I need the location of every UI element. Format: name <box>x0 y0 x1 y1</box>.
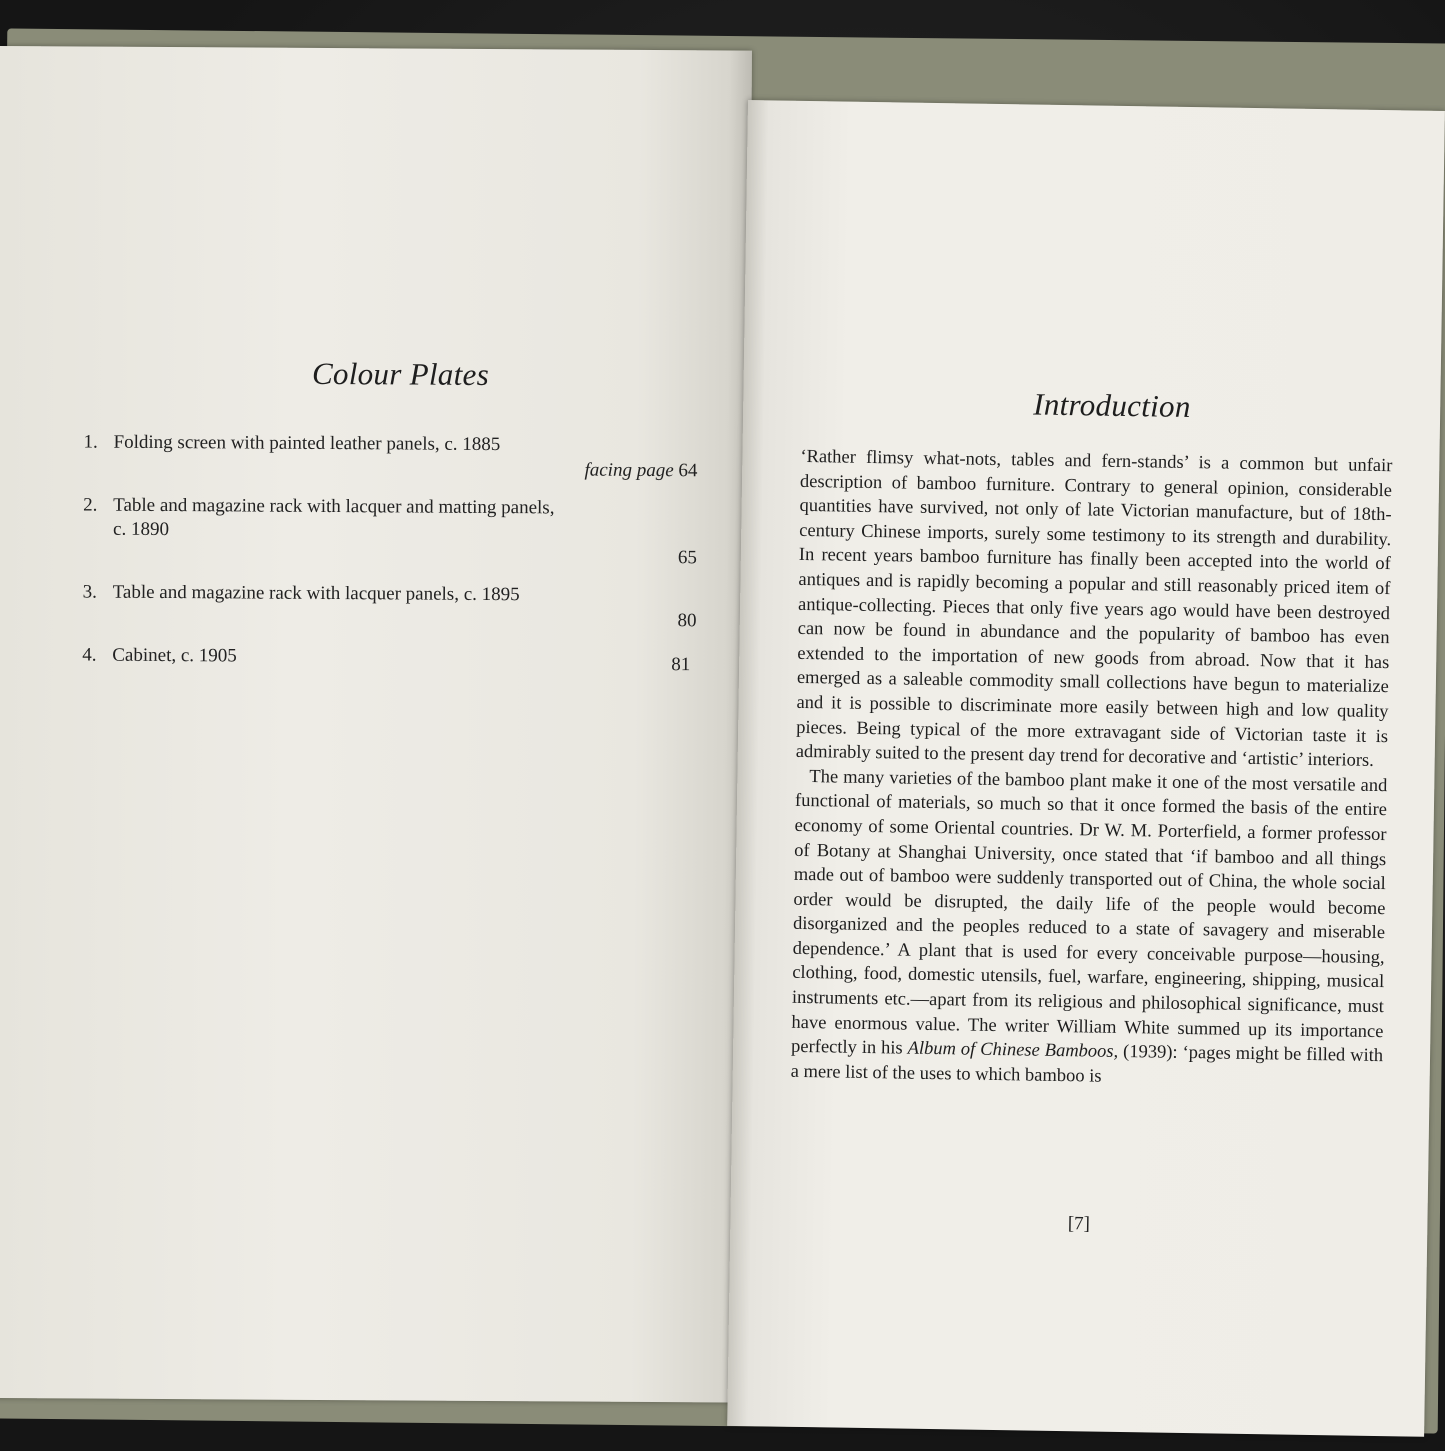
plate-title: Folding screen with painted leather panels, c. 1885 <box>113 431 501 456</box>
intro-paragraph-2-text: The many varieties of the bamboo plant make it one of the most versatile and functional of materials, so much so that it once formed the basis of the entire economy of some Oriental countries. Dr W. M. Porterfield, a former professor of Botany at Shanghai University, once stated that ‘if bamboo and all things made out of bamboo were suddenly transported out of China, the whole social order would be disrupted, the daily life of the people would become disorganized and the peoples reduced to a state of savagery and miserable dependence.’ A plant that is used for every conceivable purpose—housing, clothing, food, domestic utensils, fuel, warfare, engineering, shipping, musical instruments etc.—apart from its religious and philosophical significance, must have enormous value. The writer William White summed up its importance perfectly in his <box>790 766 1388 1059</box>
plate-title: Table and magazine rack with lacquer and matting panels, c. 1890 <box>112 494 555 541</box>
plate-number: 1. <box>83 431 98 453</box>
plate-page-number: 64 <box>678 460 698 482</box>
book-title: Album of Chinese Bamboos, <box>907 1038 1119 1063</box>
page-number: [7] <box>1067 1213 1091 1235</box>
plate-page <box>83 456 703 484</box>
plate-number: 3. <box>82 581 97 603</box>
plate-item-4 <box>82 644 702 676</box>
introduction-body <box>791 445 1393 1094</box>
intro-paragraph-1: ‘Rather flimsy what-nots, tables and fern-stands’ is a common but unfair description of bamboo furniture. Contrary to general opinion, considerable quantities have survived, not only of late Victorian manufacture, but of 18th-century Chinese imports, surely some testimony to its strength and durability. In recent years bamboo furniture has finally been accepted into the world of antiques and is rapidly becoming a popular and still reasonably priced item of antique-collecting. Pieces that only five years ago would have been destroyed can now be found in abundance and the popularity of bamboo has even extended to the importation of new goods from abroad. Now that it has emerged as a saleable commodity small collections have begun to materialize and it is possible to discriminate more easily between high and low quality pieces. Being typical of the more extravagant side of Victorian taste it is admirably suited to the present day trend for decorative and ‘artistic’ interiors. <box>795 446 1393 772</box>
plate-title: Cabinet, c. 1905 <box>112 644 237 667</box>
colour-plates-heading: Colour Plates <box>311 355 490 392</box>
colour-plates-list <box>82 431 704 686</box>
intro-paragraph-2 <box>791 765 1388 1094</box>
plate-page-number: 81 <box>671 654 691 676</box>
left-page <box>0 46 752 1403</box>
plate-page-number: 80 <box>677 610 697 632</box>
plate-item-2 <box>83 494 703 571</box>
introduction-heading: Introduction <box>1032 386 1191 424</box>
plate-item-1 <box>83 431 703 484</box>
plate-item-3 <box>82 581 702 634</box>
plate-number: 4. <box>82 644 97 666</box>
plate-title: Table and magazine rack with lacquer panels, c. 1895 <box>112 581 520 606</box>
plate-number: 2. <box>83 494 98 516</box>
right-page <box>727 100 1445 1437</box>
plate-page-number: 65 <box>677 547 697 569</box>
facing-page-label: facing page <box>584 459 674 482</box>
intro-paragraph-2-tail: (1939): ‘pages might be filled with a mere list of the uses to which bamboo is <box>790 1042 1384 1087</box>
